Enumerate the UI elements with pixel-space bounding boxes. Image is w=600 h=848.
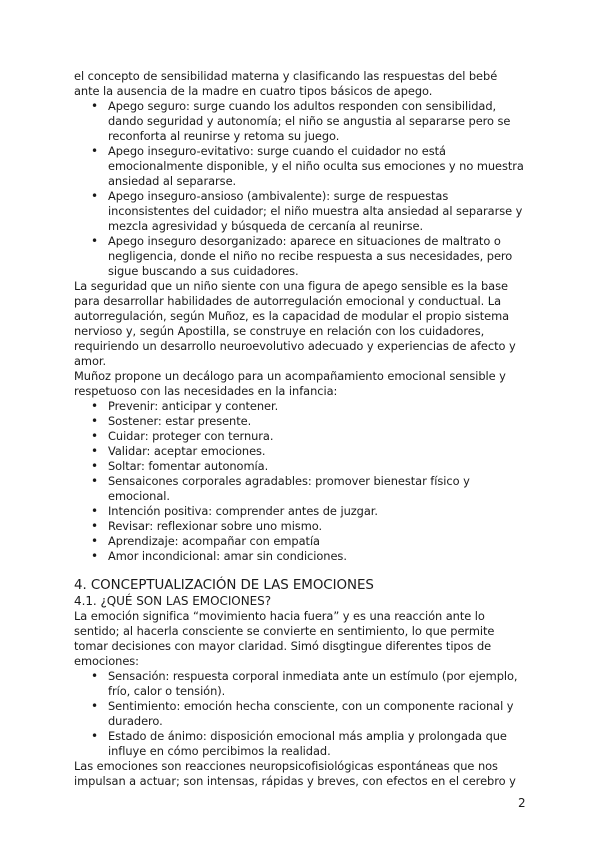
list-item: • Estado de ánimo: disposición emocional más amplia y prolongada que influye en cómo percibimos la realidad. <box>108 729 526 759</box>
list-item: • Sentimiento: emoción hecha consciente, con un componente racional y duradero. <box>108 699 526 729</box>
list-item: • Apego inseguro-evitativo: surge cuando el cuidador no está emocionalmente disponible, y el niño oculta sus emociones y no muestra ansiedad al separarse. <box>108 144 526 189</box>
list-item: • Aprendizaje: acompañar con empatía <box>108 534 526 549</box>
list-item: • Sostener: estar presente. <box>108 414 526 429</box>
attachment-types-list <box>74 99 526 279</box>
list-item: • Apego inseguro desorganizado: aparece en situaciones de maltrato o negligencia, donde el niño no recibe respuesta a sus necesidades, pero sigue buscando a sus cuidadores. <box>108 234 526 279</box>
security-paragraph: La seguridad que un niño siente con una figura de apego sensible es la base para desarrollar habilidades de autorregulación emocional y conductual. La autorregulación, según Muñoz, es la capacidad de modular el propio sistema nervioso y, según Apostilla, se construye en relación con los cuidadores, requiriendo un desarrollo neuroevolutivo adecuado y experiencias de afecto y amor. <box>74 279 516 368</box>
list-item: • Sensación: respuesta corporal inmediata ante un estímulo (por ejemplo, frío, calor o tensión). <box>108 669 526 699</box>
document-page <box>74 69 526 789</box>
list-item: • Prevenir: anticipar y contener. <box>108 399 526 414</box>
list-item: • Cuidar: proteger con ternura. <box>108 429 526 444</box>
list-item: • Intención positiva: comprender antes de juzgar. <box>108 504 526 519</box>
list-item: • Apego seguro: surge cuando los adultos responden con sensibilidad, dando seguridad y autonomía; el niño se angustia al separarse pero se reconforta al reunirse y retoma su juego. <box>108 99 526 144</box>
section-spacer <box>74 564 526 571</box>
subsection-heading: 4.1. ¿QUÉ SON LAS EMOCIONES? <box>74 594 272 608</box>
decalogue-intro-paragraph: Muñoz propone un decálogo para un acompañamiento emocional sensible y respetuoso con las necesidades en la infancia: <box>74 369 506 398</box>
list-item: • Soltar: fomentar autonomía. <box>108 459 526 474</box>
list-item: • Revisar: reflexionar sobre uno mismo. <box>108 519 526 534</box>
list-item: • Apego inseguro-ansioso (ambivalente): surge de respuestas inconsistentes del cuidador; el niño muestra alta ansiedad al separarse y mezcla agresividad y búsqueda de cercanía al reunirse. <box>108 189 526 234</box>
emotion-paragraph: La emoción significa “movimiento hacia fuera” y es una reacción ante lo sentido; al hacerla consciente se convierte en sentimiento, lo que permite tomar decisiones con mayor claridad. Simó disgtingue diferentes tipos de emociones: <box>74 609 495 668</box>
list-item: • Sensaicones corporales agradables: promover bienestar físico y emocional. <box>108 474 526 504</box>
final-paragraph: Las emociones son reacciones neuropsicofisiológicas espontáneas que nos impulsan a actuar; son intensas, rápidas y breves, con efectos en el cerebro y <box>74 759 516 788</box>
section-heading: 4. CONCEPTUALIZACIÓN DE LAS EMOCIONES <box>74 578 374 593</box>
emotion-types-list <box>74 669 526 759</box>
page-number: 2 <box>518 796 526 810</box>
intro-paragraph: el concepto de sensibilidad materna y clasificando las respuestas del bebé ante la ausencia de la madre en cuatro tipos básicos de apego. <box>74 69 498 98</box>
decalogue-list <box>74 399 526 564</box>
list-item: • Amor incondicional: amar sin condiciones. <box>108 549 526 564</box>
list-item: • Validar: aceptar emociones. <box>108 444 526 459</box>
